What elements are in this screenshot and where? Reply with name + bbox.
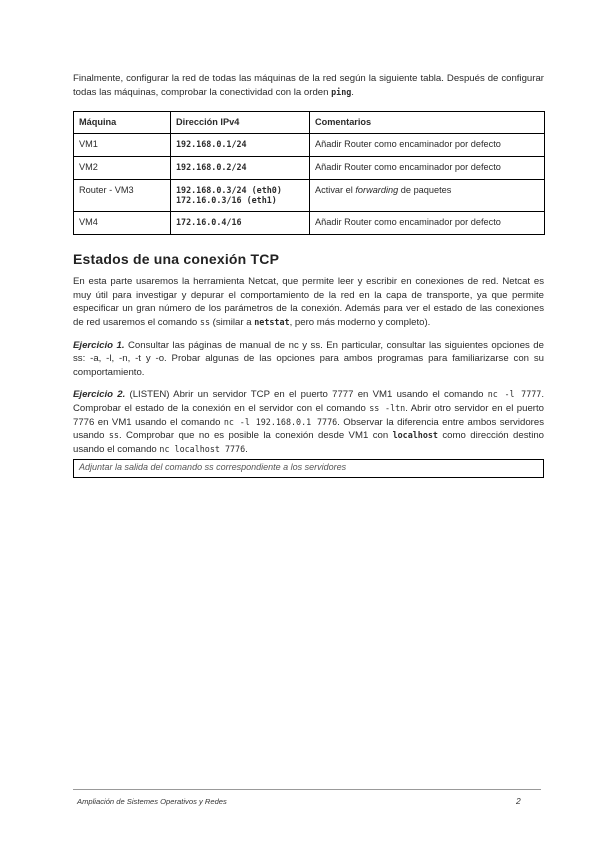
address-eth0: 192.168.0.3/24 (eth0) (176, 185, 282, 196)
exercise-text: (LISTEN) Abrir un servidor TCP en el puerto 7777 en VM1 usando el comando (125, 389, 488, 401)
intro-text: Finalmente, configurar la red de todas las máquinas de la red según la siguiente tabla. Después de configurar todas las máquinas, comprobar la conectividad con la orden (73, 73, 544, 98)
exercise-text: . Comprobar que no es posible la conexión desde VM1 con (118, 430, 393, 442)
page-number: 2 (516, 796, 521, 806)
inline-command: nc -l 7777 (487, 389, 542, 400)
answer-box[interactable]: Adjuntar la salida del comando ss correspondiente a los servidores (73, 459, 544, 478)
comment-text-end: de paquetes (398, 185, 452, 196)
footer-divider (73, 789, 541, 790)
section-paragraph (73, 275, 544, 329)
network-config-table (73, 111, 545, 235)
inline-command: ss -ltn (369, 402, 406, 413)
exercise-2 (73, 388, 544, 456)
cell-comment: Añadir Router como encaminador por defecto (310, 134, 545, 157)
address-eth1: 172.16.0.3/16 (eth1) (176, 195, 277, 206)
document-body (73, 72, 544, 478)
cell-address (171, 180, 310, 212)
inline-command: ss (199, 316, 211, 327)
inline-command: localhost (392, 430, 438, 441)
cell-address: 192.168.0.2/24 (171, 157, 310, 180)
cell-comment: Añadir Router como encaminador por defecto (310, 157, 545, 180)
exercise-text: . (245, 443, 248, 455)
exercise-label: Ejercicio 2. (73, 389, 126, 401)
cell-comment (310, 180, 545, 212)
table-row (74, 134, 545, 157)
cell-machine: VM4 (74, 212, 171, 235)
table-row (74, 212, 545, 235)
inline-command: netstat (254, 316, 290, 327)
inline-command: nc localhost 7776 (159, 443, 246, 454)
cell-machine: VM1 (74, 134, 171, 157)
footer-course-title: Ampliación de Sistemes Operativos y Redes (77, 797, 227, 806)
section-title: Estados de una conexión TCP (73, 251, 280, 268)
exercise-1 (73, 339, 544, 380)
cell-machine: VM2 (74, 157, 171, 180)
exercise-label: Ejercicio 1. (73, 339, 125, 351)
table-row (74, 157, 545, 180)
section-text: En esta parte usaremos la herramienta Netcat, que permite leer y escribir en conexiones de red. Netcat es muy útil para investigar y depurar el comportamiento de la red en la capa de transporte, ya que permite especificar un gran número de los parámetros de la conexión. Además para ver el estado de las conexiones de red usaremos el comando (73, 276, 544, 328)
cell-address: 192.168.0.1/24 (171, 134, 310, 157)
exercise-text: . Observar la diferencia entre ambos servidores usando (73, 416, 544, 442)
exercise-text: como dirección destino usando el comando (73, 430, 544, 455)
table-row (74, 180, 545, 212)
exercise-text: . Comprobar el estado de la conexión en el servidor con el comando (73, 389, 545, 414)
cell-comment: Añadir Router como encaminador por defecto (310, 212, 545, 235)
comment-emphasis: forwarding (355, 185, 399, 196)
cell-address: 172.16.0.4/16 (171, 212, 310, 235)
exercise-text: Consultar las páginas de manual de nc y ss. En particular, consultar las siguientes opciones de ss: -a, -l, -n, -t y -o. Probar algunas de las opciones para ambos programas para familiarizarse con su comportamiento. (73, 339, 544, 378)
comment-text: Activar el (315, 185, 356, 196)
intro-paragraph (73, 72, 544, 99)
cell-machine: Router - VM3 (74, 180, 171, 212)
intro-text-end: . (351, 86, 354, 98)
header-machine: Máquina (74, 112, 171, 134)
table-header-row (74, 112, 545, 134)
intro-command: ping (331, 86, 352, 97)
inline-command: nc -l 192.168.0.1 7776 (223, 416, 338, 427)
exercise-text: . Abrir otro servidor en el puerto 7776 en VM1 usando el comando (73, 402, 544, 428)
header-comments: Comentarios (310, 112, 545, 134)
header-address: Dirección IPv4 (171, 112, 310, 134)
section-text: (similar a (210, 316, 255, 328)
section-text: , pero más moderno y completo). (289, 316, 431, 328)
inline-command: ss (108, 430, 119, 441)
